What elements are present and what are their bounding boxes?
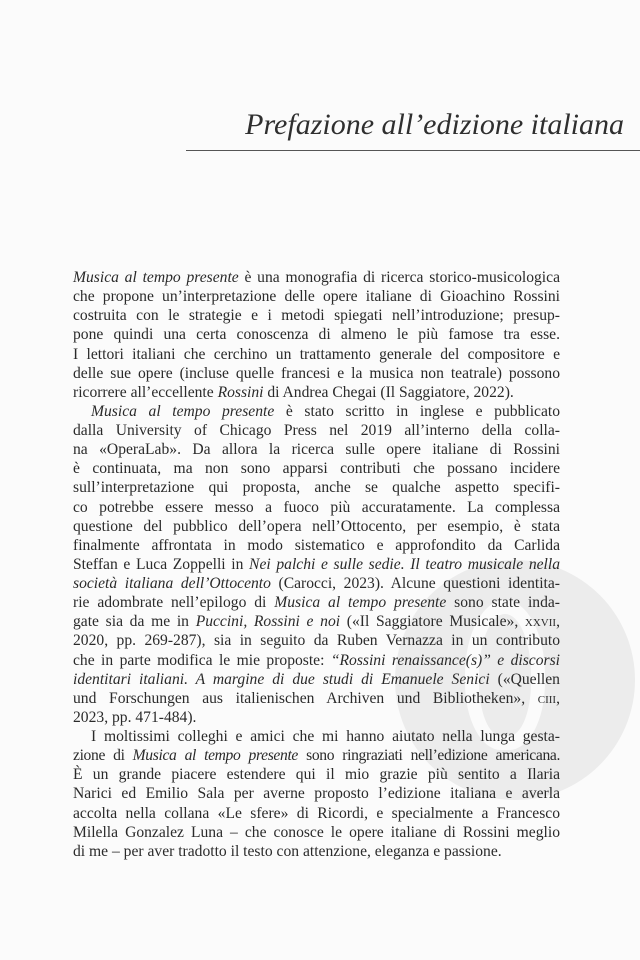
text-line [73,631,560,650]
text-line [73,287,560,306]
text-line [73,345,560,364]
text-span: È un grande piacere estendere qui il mio grazie più sentito a Ilaria [73,766,560,784]
text-line [73,765,560,784]
text-span: accolta nella collana «Le sfere» di Ricordi, e specialmente a Francesco [73,804,560,822]
italic-title-text: Musica al tempo presente [91,402,275,420]
italic-title-text: Puccini, Rossini e noi [195,613,341,631]
text-span: na «OperaLab». Da allora la ricerca sulle opere italiane di Rossini [73,441,560,459]
text-span: finalmente affrontata in modo sistematico e approfondito da Carlida [73,536,560,554]
italic-title-text: società italiana dell’Ottocento [73,575,271,592]
text-line [73,383,560,402]
text-line [73,708,560,727]
text-span: und Forschungen aus italienischen Archiven und Bibliotheken», [73,689,538,707]
text-span: Steffan e Luca Zoppelli in [73,555,250,573]
text-span: sono state inda- [446,594,560,612]
preface-body-text [73,268,560,861]
text-span: , [556,689,560,707]
text-line [73,421,560,440]
volume-number: ciii [537,689,557,707]
text-span: di Andrea Chegai (Il Saggiatore, 2022). [263,383,514,401]
italic-title-text: identitari italiani. A margine di due studi di Emanuele Senici [73,670,490,688]
text-span: I lettori italiani che cerchino un trattamento generale del compositore e [73,345,560,363]
text-line [73,727,560,746]
text-span: questione del pubblico dell’opera nell’Ottocento, per esempio, è stata [73,517,560,535]
text-line [73,593,560,612]
text-span: co potrebbe essere messo a fuoco più accuratamente. La complessa [73,498,560,516]
text-span: dalla University of Chicago Press nel 2019 all’interno della colla- [73,422,560,439]
text-line [73,536,560,555]
text-line [73,842,560,861]
text-line [73,459,560,478]
text-span: 2023, pp. 471-484). [73,708,197,726]
title-rule [186,150,640,151]
text-span: Milella Gonzalez Luna – che conosce le opere italiane di Rossini meglio [73,823,560,841]
text-span: costruita con le strategie e i metodi spiegati nell’introduzione; presup- [73,307,560,325]
text-span: gate sia da me in [73,613,196,631]
text-span: di me – per aver tradotto il testo con attenzione, eleganza e passione. [73,842,502,860]
text-line [73,689,560,708]
text-span: rie adombrate nell’epilogo di [73,594,275,612]
text-span: ricorrere all’eccellente [73,383,218,401]
text-line [73,612,560,631]
text-span: che propone un’interpretazione delle opere italiane di Gioachino Rossini [73,288,560,306]
volume-number: xxvii [524,613,557,631]
text-span: sono ringraziati nell’edizione americana. [298,747,561,765]
text-line [73,517,560,536]
text-line [73,823,560,842]
italic-title-text: Musica al tempo presente [274,594,447,612]
text-span: (Carocci, 2023). Alcune questioni identita- [270,575,560,592]
text-span: («Quellen [489,670,560,688]
text-line [73,325,560,344]
text-span: è una monografia di ricerca storico-musicologica [238,269,560,286]
text-span: è stato scritto in inglese e pubblicato [274,402,561,420]
text-line [73,364,560,383]
text-span: che in parte modifica le mie proposte: [73,651,331,669]
italic-title-text: Musica al tempo presente [132,747,299,765]
text-line [73,574,560,593]
text-line [73,498,560,517]
text-line [73,478,560,497]
text-span: zione di [73,747,133,765]
text-line [73,746,560,765]
text-line [73,784,560,803]
text-line [73,651,560,670]
italic-title-text: Rossini [217,383,264,401]
text-span: delle sue opere (incluse quelle francesi e la musica non teatrale) possono [73,364,560,382]
italic-title-text: “Rossini renaissance(s)” e discorsi [330,651,560,669]
text-line [73,306,560,325]
page-title: Prefazione all’edizione italiana [245,108,624,141]
text-line [73,268,560,287]
text-span: («Il Saggiatore Musicale», [340,613,525,631]
text-line [73,670,560,689]
text-span: 2020, pp. 269-287), sia in seguito da Ruben Vernazza in un contributo [73,632,560,650]
text-span: pone quindi una certa conoscenza di almeno le più famose tra esse. [73,326,560,344]
text-span: I moltissimi colleghi e amici che mi hanno aiutato nella lunga gesta- [91,728,560,745]
italic-title-text: Nei palchi e sulle sedie. Il teatro musicale nella [249,555,560,573]
text-line [73,804,560,823]
text-span: è continuata, ma non sono apparsi contributi che possano incidere [73,460,560,478]
text-line [73,402,560,421]
text-span: Narici ed Emilio Sala per averne proposto l’edizione italiana e averla [73,785,560,803]
text-line [73,440,560,459]
text-line [73,555,560,574]
italic-title-text: Musica al tempo presente [73,269,239,286]
text-span: , [556,613,560,631]
text-span: sull’interpretazione qui proposta, anche se qualche aspetto specifi- [73,479,560,497]
